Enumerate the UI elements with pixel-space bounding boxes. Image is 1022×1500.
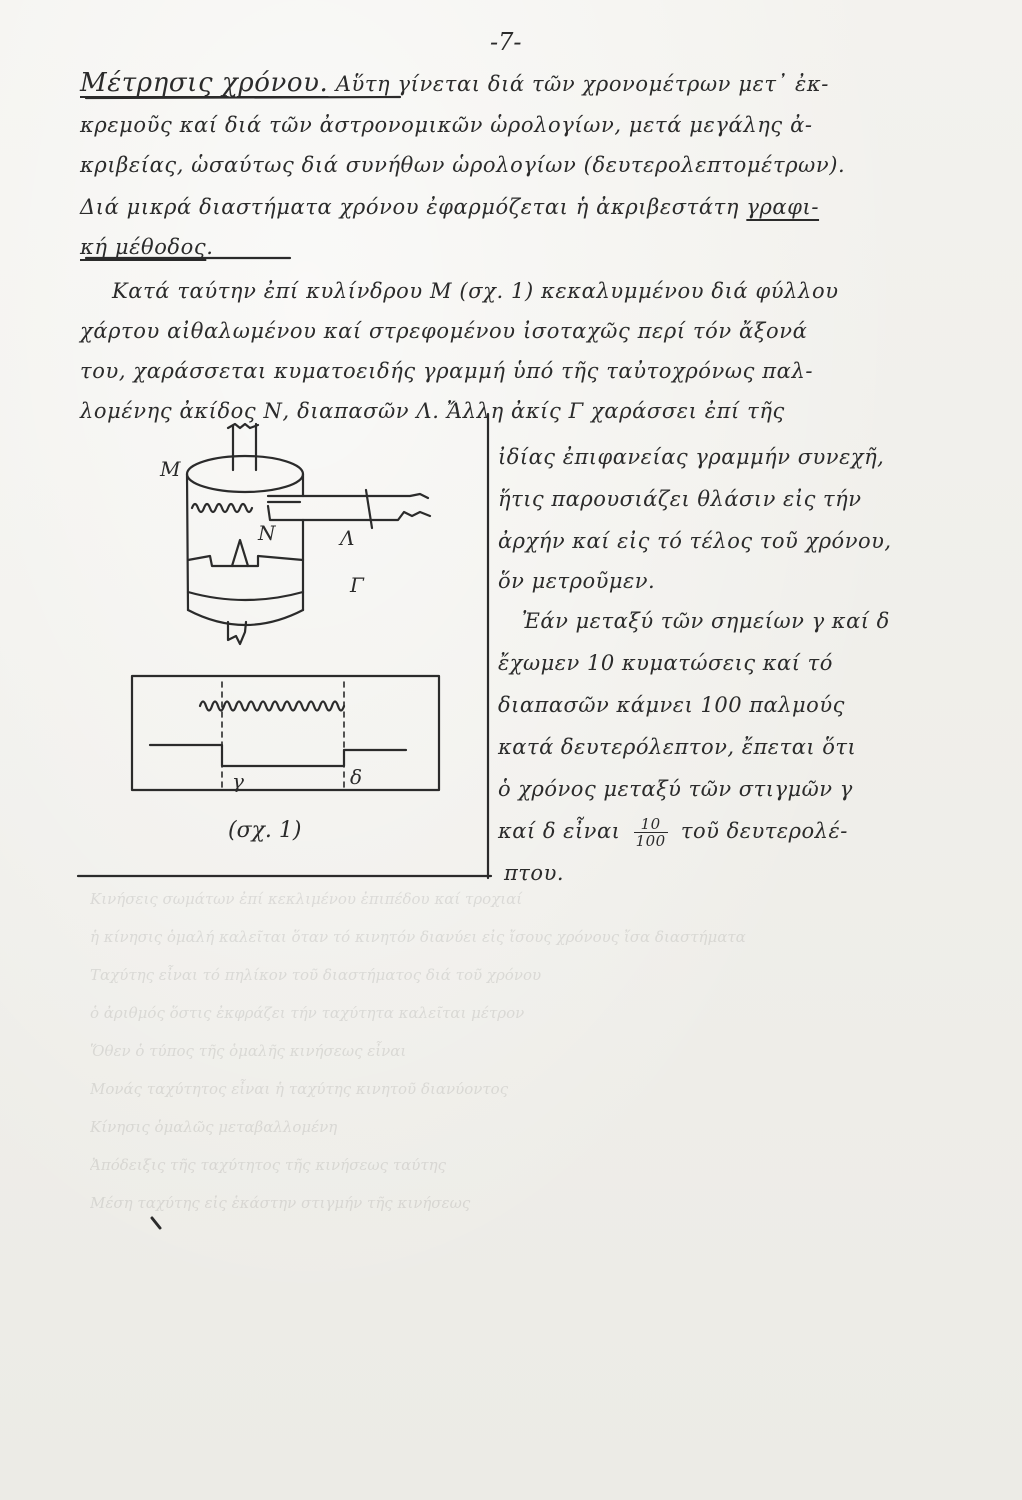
- heading-rule: [86, 97, 400, 98]
- right-line-3: ἀρχήν καί εἰς τό τέλος τοῦ χρόνου,: [498, 529, 892, 553]
- right-line-2: ἥτις παρουσιάζει θλάσιν εἰς τήν: [498, 487, 862, 511]
- label-n: Ν: [258, 521, 276, 545]
- paragraph-3-line-2: χάρτου αἰθαλωμένου καί στρεφομένου ἰσοταχῶς περί τόν ἄξονά: [80, 319, 808, 343]
- paragraph-3-line-1: Κατά ταύτην ἐπί κυλίνδρου Μ (σχ. 1) κεκαλυμμένου διά φύλλου: [112, 279, 839, 303]
- label-gamma: γ: [232, 769, 244, 793]
- stray-mark: [152, 1218, 160, 1228]
- fraction-sentence-end: τοῦ δευτερολέ-: [680, 819, 848, 843]
- method-term-part-2: κή μέθοδος: [80, 235, 207, 259]
- method-term-part-1: γραφι-: [746, 195, 820, 219]
- ghost-line: Κίνησις ὁμαλῶς μεταβαλλομένη: [90, 1118, 338, 1136]
- ghost-line: ὁ ἀριθμός ὅστις ἐκφράζει τήν ταχύτητα καλεῖται μέτρον: [90, 1004, 525, 1022]
- paragraph-2-text: Διά μικρά διαστήματα χρόνου ἐφαρμόζεται ἡ ἀκριβεστάτη: [80, 195, 747, 219]
- ghost-line: Ὅθεν ὁ τύπος τῆς ὁμαλῆς κινήσεως εἶναι: [90, 1042, 407, 1060]
- fraction-sentence-start: καί δ εἶναι: [498, 819, 621, 843]
- paragraph-2-end: .: [206, 235, 214, 259]
- section-heading: Μέτρησις χρόνου.: [80, 68, 329, 98]
- page-number: -7-: [490, 28, 522, 56]
- trace-diagram: [132, 676, 439, 792]
- ghost-line: Μονάς ταχύτητος εἶναι ἡ ταχύτης κινητοῦ διανύοντος: [90, 1080, 509, 1098]
- cylinder-apparatus: [187, 424, 430, 644]
- ghost-line: Ἀπόδειξις τῆς ταχύτητος τῆς κινήσεως ταύτης: [90, 1156, 447, 1174]
- paragraph-1-line-2: κρεμοῦς καί διά τῶν ἀστρονομικῶν ὡρολογίων, μετά μεγάλης ἀ-: [80, 113, 813, 137]
- ghost-line: ἡ κίνησις ὁμαλή καλεῖται ὅταν τό κινητόν διανύει εἰς ἴσους χρόνους ἴσα διαστήματα: [90, 928, 746, 946]
- ghost-line: Κινήσεις σωμάτων ἐπί κεκλιμένου ἐπιπέδου καί τροχιαί: [90, 890, 523, 908]
- label-g-upper: Γ: [350, 573, 364, 597]
- right-line-1: ἰδίας ἐπιφανείας γραμμήν συνεχῆ,: [498, 445, 885, 469]
- right-line-7: διαπασῶν κάμνει 100 παλμούς: [498, 693, 845, 717]
- label-delta: δ: [350, 765, 363, 789]
- fraction-denominator: 100: [635, 832, 666, 850]
- paragraph-1-text: Αὕτη γίνεται διά τῶν χρονομέτρων μετ᾽ ἐκ-: [328, 72, 829, 96]
- ghost-line: Μέση ταχύτης εἰς ἑκάστην στιγμήν τῆς κινήσεως: [90, 1194, 471, 1212]
- label-l: Λ: [340, 526, 355, 550]
- right-line-6: ἔχωμεν 10 κυματώσεις καί τό: [498, 651, 833, 675]
- ghost-line: Ταχύτης εἶναι τό πηλίκον τοῦ διαστήματος διά τοῦ χρόνου: [90, 966, 542, 984]
- label-m: Μ: [160, 457, 181, 481]
- right-line-11: πτου.: [504, 861, 565, 885]
- fraction-numerator: 10: [634, 816, 668, 833]
- paragraph-1-line-3: κριβείας, ὡσαύτως διά συνήθων ὡρολογίων (δευτερολεπτομέτρων).: [80, 153, 846, 177]
- figure-caption: (σχ. 1): [228, 818, 302, 843]
- right-line-4: ὅν μετροῦμεν.: [498, 569, 656, 593]
- paragraph-3-line-4: λομένης ἀκίδος Ν, διαπασῶν Λ. Ἄλλη ἀκίς Γ χαράσσει ἐπί τῆς: [80, 399, 785, 423]
- right-line-5: Ἐάν μεταξύ τῶν σημείων γ καί δ: [522, 609, 890, 633]
- right-line-9: ὁ χρόνος μεταξύ τῶν στιγμῶν γ: [498, 777, 853, 801]
- right-line-8: κατά δευτερόλεπτον, ἔπεται ὅτι: [498, 735, 857, 759]
- paragraph-3-line-3: του, χαράσσεται κυματοειδής γραμμή ὑπό τῆς ταὐτοχρόνως παλ-: [80, 359, 814, 383]
